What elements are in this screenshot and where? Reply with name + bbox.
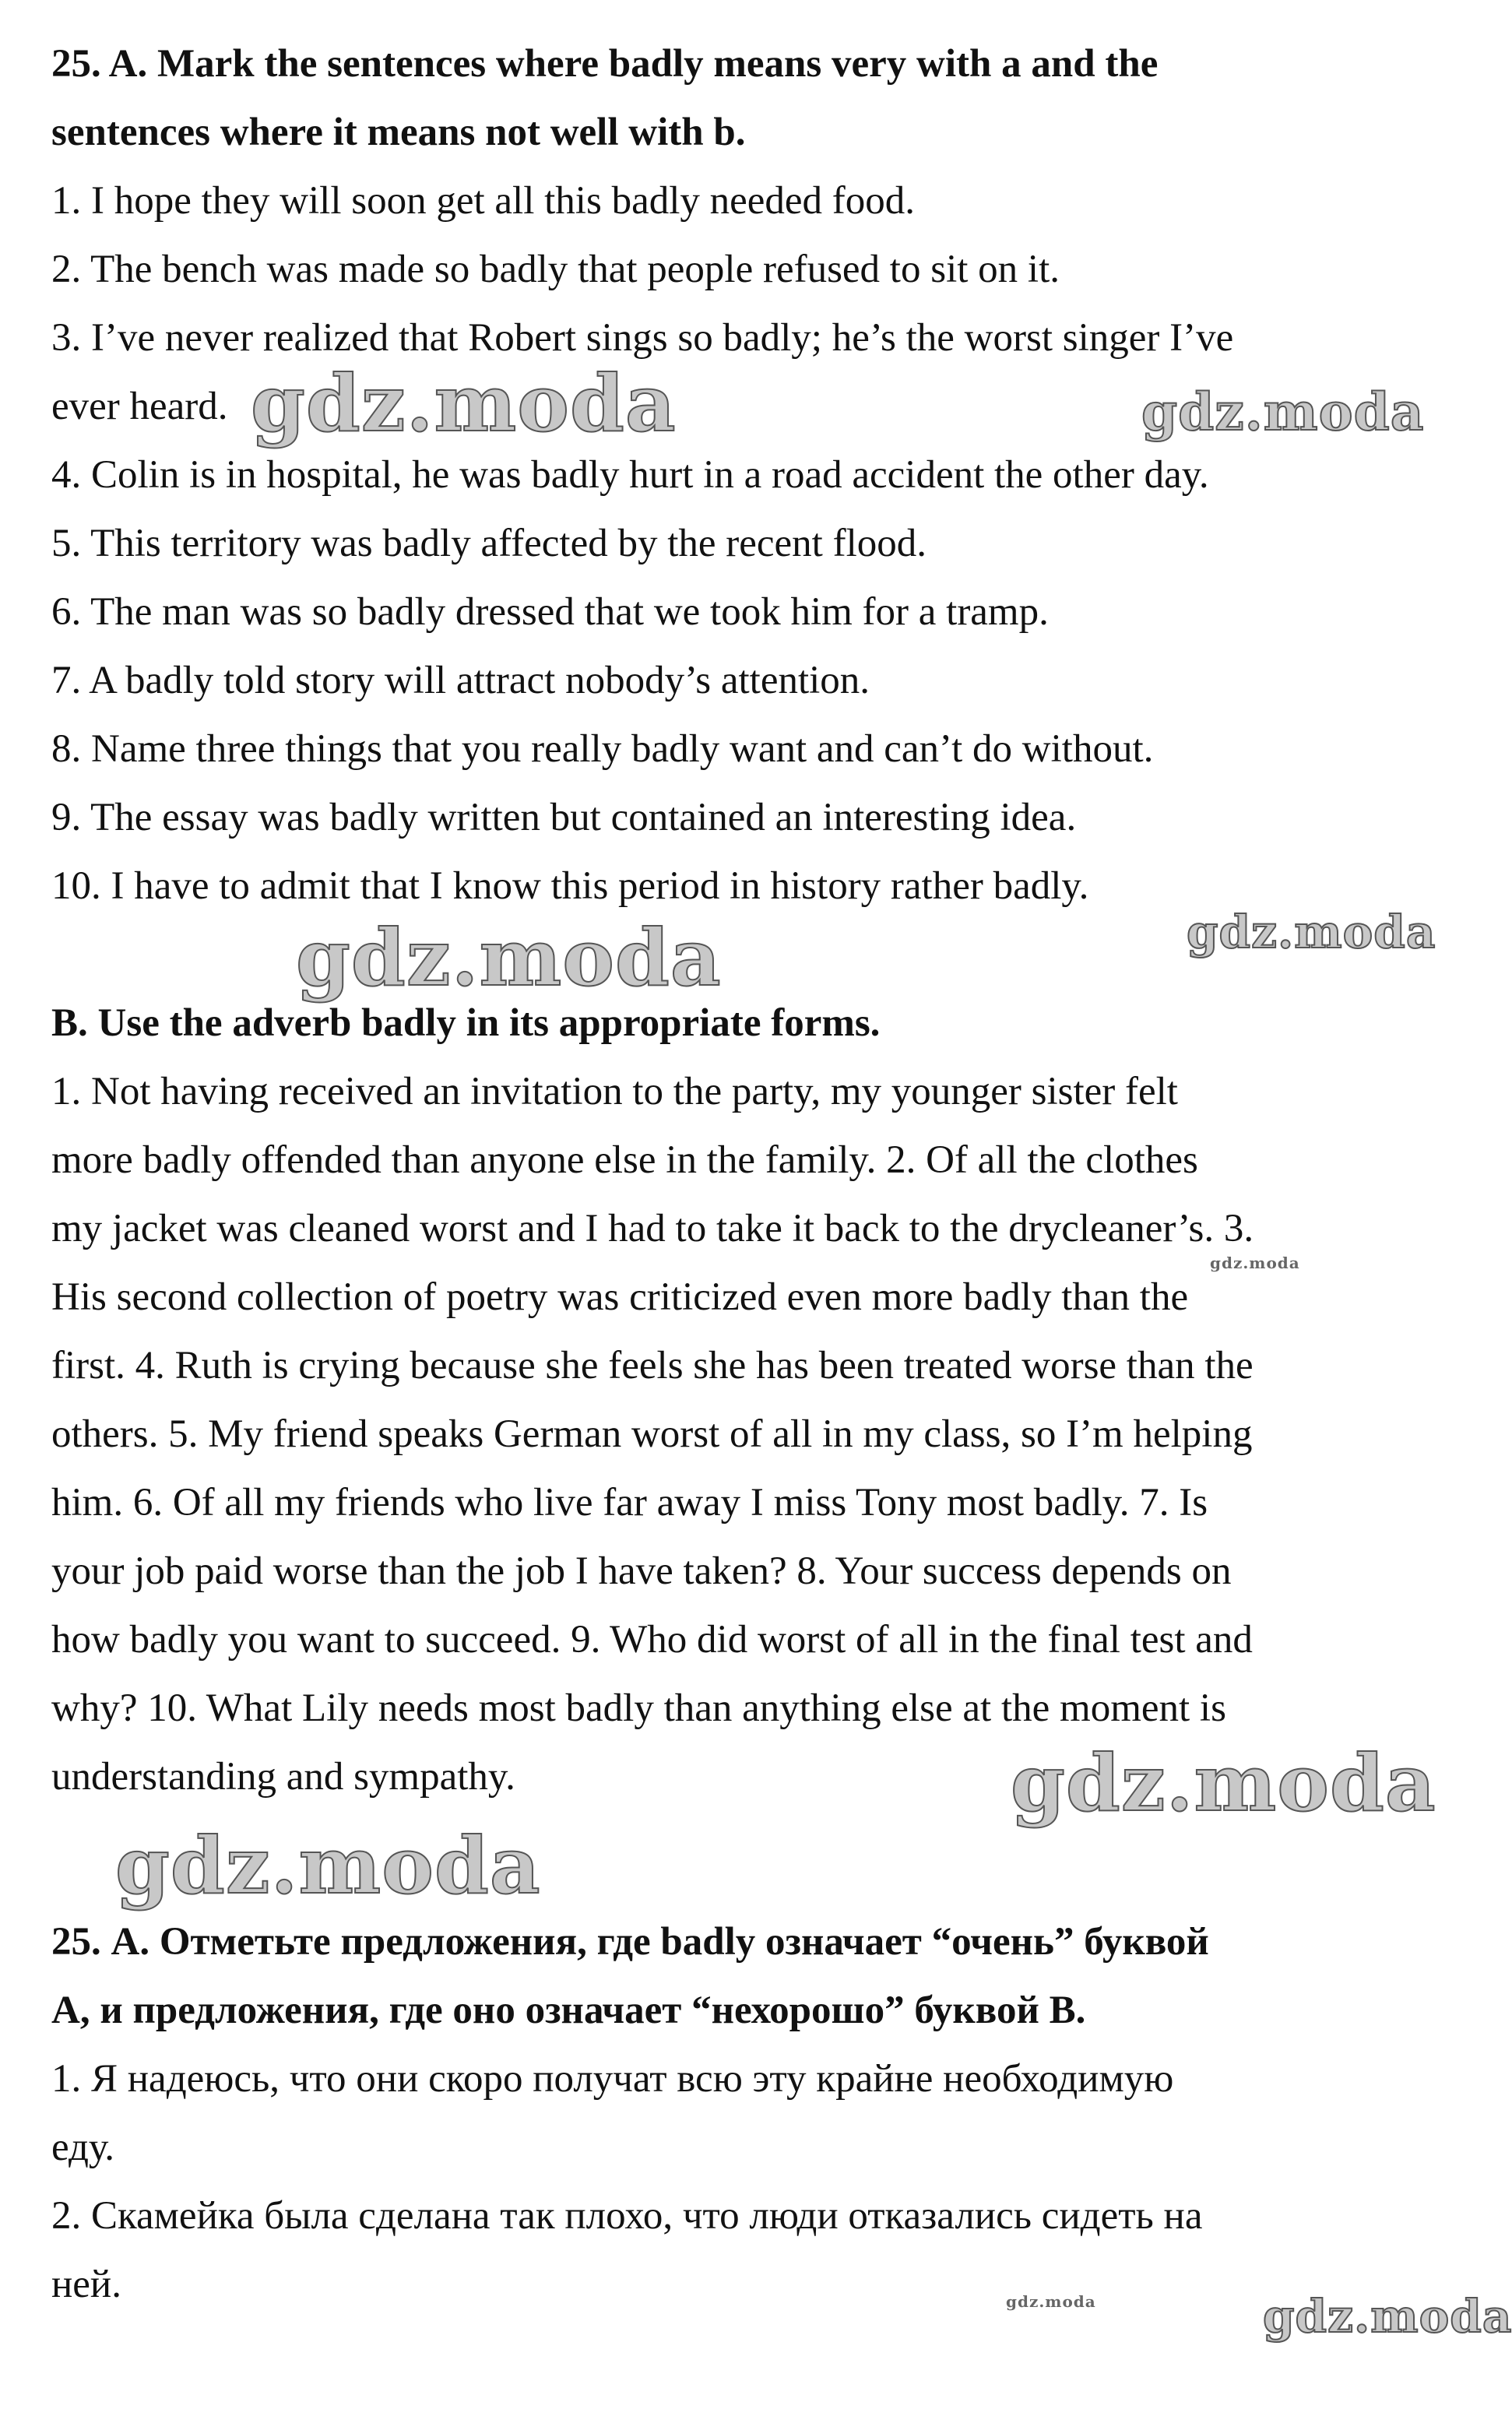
translation-line: 2. Скамейка была сделана так плохо, что люди отказались сидеть на: [51, 2194, 1203, 2238]
translation-section: [51, 1908, 1453, 2319]
watermark-logo: gdz.moda: [115, 1820, 541, 1911]
paragraph-line: your job paid worse than the job I have taken? 8. Your success depends on: [51, 1549, 1232, 1593]
watermark-logo: gdz.moda: [1141, 382, 1425, 442]
paragraph-line: understanding and sympathy.: [51, 1755, 515, 1799]
paragraph-line: His second collection of poetry was criticized even more badly than the: [51, 1275, 1189, 1319]
sentence-item: 6. The man was so badly dressed that we took him for a tramp.: [51, 590, 1049, 634]
watermark-logo: gdz.moda: [1263, 2290, 1512, 2343]
translation-line: ней.: [51, 2263, 121, 2306]
translation-heading-continued: А, и предложения, где оно означает “нехорошо” буквой В.: [51, 1989, 1086, 2032]
translation-line: еду.: [51, 2126, 115, 2169]
exercise-heading: 25. A. Mark the sentences where badly means very with a and the: [51, 42, 1159, 86]
sentence-item: 7. A badly told story will attract nobody’s attention.: [51, 659, 870, 702]
paragraph-line: more badly offended than anyone else in the family. 2. Of all the clothes: [51, 1138, 1198, 1182]
exercise-part-b: [51, 989, 1453, 1811]
translation-heading: 25. А. Отметьте предложения, где badly означает “очень” буквой: [51, 1920, 1209, 1964]
sentence-item: 9. The essay was badly written but contained an interesting idea.: [51, 796, 1077, 839]
paragraph-line: why? 10. What Lily needs most badly than anything else at the moment is: [51, 1686, 1226, 1730]
exercise-heading: B. Use the adverb badly in its appropriate forms.: [51, 1001, 881, 1045]
watermark-logo: gdz.moda: [251, 357, 677, 449]
sentence-item: 3. I’ve never realized that Robert sings so badly; he’s the worst singer I’ve: [51, 316, 1234, 360]
watermark-logo: gdz.moda: [1006, 2292, 1096, 2311]
sentence-item: 5. This territory was badly affected by the recent flood.: [51, 522, 927, 565]
sentence-item: 2. The bench was made so badly that people refused to sit on it.: [51, 248, 1060, 291]
watermark-logo: gdz.moda: [1011, 1737, 1436, 1829]
paragraph-line: him. 6. Of all my friends who live far away I miss Tony most badly. 7. Is: [51, 1481, 1208, 1525]
paragraph-line: how badly you want to succeed. 9. Who did worst of all in the final test and: [51, 1618, 1253, 1662]
sentence-item: 8. Name three things that you really badly want and can’t do without.: [51, 727, 1154, 771]
paragraph-line: others. 5. My friend speaks German worst of all in my class, so I’m helping: [51, 1412, 1253, 1456]
watermark-logo: gdz.moda: [1210, 1254, 1300, 1272]
sentence-item: 1. I hope they will soon get all this badly needed food.: [51, 179, 916, 223]
sentence-item: 4. Colin is in hospital, he was badly hurt in a road accident the other day.: [51, 453, 1209, 497]
paragraph-line: 1. Not having received an invitation to the party, my younger sister felt: [51, 1070, 1178, 1113]
watermark-logo: gdz.moda: [296, 912, 722, 1004]
exercise-part-a: [51, 30, 1453, 920]
exercise-heading-continued: sentences where it means not well with b.: [51, 111, 746, 154]
watermark-logo: gdz.moda: [1187, 906, 1436, 958]
sentence-item-continued: ever heard.: [51, 385, 228, 428]
paragraph-line: my jacket was cleaned worst and I had to take it back to the drycleaner’s. 3.: [51, 1207, 1254, 1250]
translation-line: 1. Я надеюсь, что они скоро получат всю эту крайне необходимую: [51, 2057, 1174, 2101]
sentence-item: 10. I have to admit that I know this period in history rather badly.: [51, 864, 1089, 908]
paragraph-line: first. 4. Ruth is crying because she feels she has been treated worse than the: [51, 1344, 1254, 1387]
